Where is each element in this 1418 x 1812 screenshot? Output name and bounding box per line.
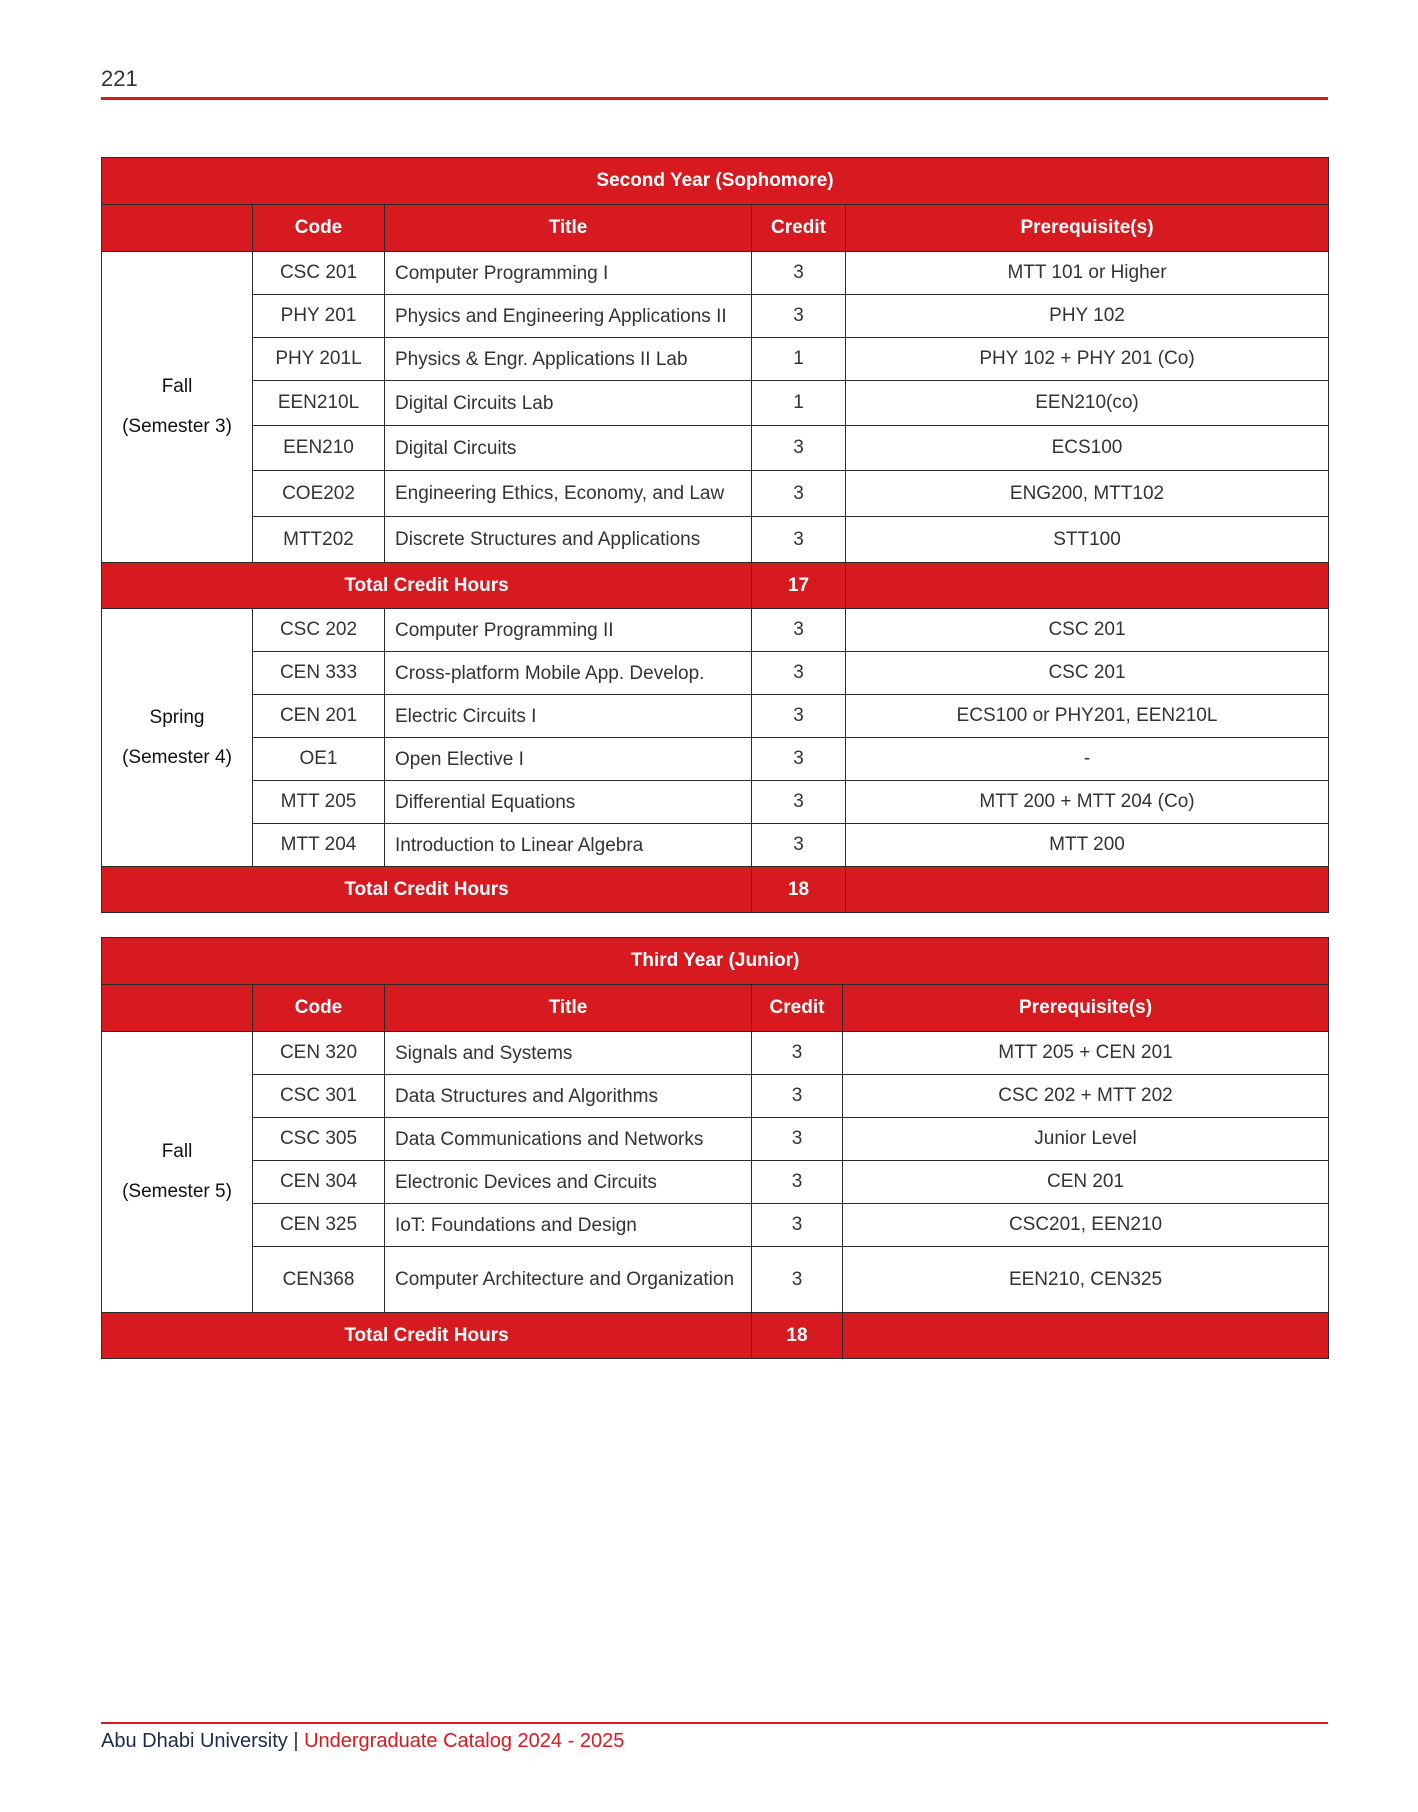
total-blank	[843, 1313, 1329, 1359]
course-prereq: CSC 201	[846, 609, 1329, 652]
course-row	[102, 517, 1329, 563]
course-credit: 3	[752, 738, 846, 781]
course-row	[102, 338, 1329, 381]
semester-number: (Semester 5)	[122, 1181, 232, 1202]
footer-separator: |	[293, 1730, 299, 1752]
course-code: PHY 201L	[253, 338, 385, 381]
course-title: Engineering Ethics, Economy, and Law	[385, 471, 752, 517]
course-credit: 3	[752, 252, 846, 295]
course-prereq: MTT 200 + MTT 204 (Co)	[846, 781, 1329, 824]
total-value: 18	[752, 1313, 843, 1359]
course-prereq: MTT 205 + CEN 201	[843, 1032, 1329, 1075]
semester-label	[102, 1032, 253, 1313]
course-title: Physics and Engineering Applications II	[385, 295, 752, 338]
header-code: Code	[253, 985, 385, 1032]
course-row	[102, 1075, 1329, 1118]
course-credit: 1	[752, 381, 846, 426]
total-value: 18	[752, 867, 846, 913]
course-title: Signals and Systems	[385, 1032, 752, 1075]
course-prereq: PHY 102 + PHY 201 (Co)	[846, 338, 1329, 381]
course-title: Introduction to Linear Algebra	[385, 824, 752, 867]
course-prereq: Junior Level	[843, 1118, 1329, 1161]
header-term-cell	[102, 985, 253, 1032]
column-header-row	[102, 205, 1329, 252]
course-prereq: EEN210, CEN325	[843, 1247, 1329, 1313]
course-prereq: CSC 202 + MTT 202	[843, 1075, 1329, 1118]
total-row-semester-3	[102, 563, 1329, 609]
total-label: Total Credit Hours	[102, 1313, 752, 1359]
course-title: Computer Programming I	[385, 252, 752, 295]
course-credit: 3	[752, 1032, 843, 1075]
course-row	[102, 652, 1329, 695]
course-row	[102, 252, 1329, 295]
course-row	[102, 381, 1329, 426]
course-credit: 3	[752, 1204, 843, 1247]
course-title: IoT: Foundations and Design	[385, 1204, 752, 1247]
course-prereq: ENG200, MTT102	[846, 471, 1329, 517]
course-row	[102, 1204, 1329, 1247]
course-prereq: PHY 102	[846, 295, 1329, 338]
header-term-cell	[102, 205, 253, 252]
course-code: CEN368	[253, 1247, 385, 1313]
course-credit: 3	[752, 1161, 843, 1204]
term-name: Spring	[149, 706, 205, 728]
course-code: CSC 301	[253, 1075, 385, 1118]
footer-divider	[101, 1722, 1328, 1724]
course-prereq: MTT 101 or Higher	[846, 252, 1329, 295]
course-row	[102, 781, 1329, 824]
course-credit: 3	[752, 652, 846, 695]
footer-catalog: Undergraduate Catalog 2024 - 2025	[304, 1730, 625, 1752]
total-label: Total Credit Hours	[102, 867, 752, 913]
course-credit: 3	[752, 471, 846, 517]
course-title: Electronic Devices and Circuits	[385, 1161, 752, 1204]
course-prereq: CSC201, EEN210	[843, 1204, 1329, 1247]
course-title: Cross-platform Mobile App. Develop.	[385, 652, 752, 695]
course-row	[102, 695, 1329, 738]
course-title: Computer Architecture and Organization	[385, 1247, 752, 1313]
header-credit: Credit	[752, 205, 846, 252]
course-prereq: CEN 201	[843, 1161, 1329, 1204]
course-code: CSC 201	[253, 252, 385, 295]
course-code: MTT202	[253, 517, 385, 563]
course-code: CEN 201	[253, 695, 385, 738]
course-code: EEN210	[253, 426, 385, 471]
course-credit: 3	[752, 517, 846, 563]
course-prereq: ECS100	[846, 426, 1329, 471]
course-credit: 3	[752, 781, 846, 824]
footer	[101, 1730, 624, 1753]
course-prereq: CSC 201	[846, 652, 1329, 695]
course-prereq: STT100	[846, 517, 1329, 563]
course-code: MTT 205	[253, 781, 385, 824]
course-row	[102, 738, 1329, 781]
course-code: EEN210L	[253, 381, 385, 426]
second-year-heading: Second Year (Sophomore)	[102, 158, 1329, 205]
course-credit: 3	[752, 695, 846, 738]
total-label: Total Credit Hours	[102, 563, 752, 609]
course-credit: 3	[752, 295, 846, 338]
course-title: Discrete Structures and Applications	[385, 517, 752, 563]
course-title: Data Structures and Algorithms	[385, 1075, 752, 1118]
course-row	[102, 824, 1329, 867]
third-year-heading: Third Year (Junior)	[102, 938, 1329, 985]
course-row	[102, 471, 1329, 517]
semester-number: (Semester 3)	[122, 416, 232, 437]
column-header-row	[102, 985, 1329, 1032]
course-title: Computer Programming II	[385, 609, 752, 652]
header-prereq: Prerequisite(s)	[843, 985, 1329, 1032]
total-blank	[846, 867, 1329, 913]
course-code: COE202	[253, 471, 385, 517]
semester-label	[102, 609, 253, 867]
second-year-table	[101, 157, 1329, 913]
course-code: OE1	[253, 738, 385, 781]
course-credit: 3	[752, 1075, 843, 1118]
semester-label	[102, 252, 253, 563]
course-prereq: MTT 200	[846, 824, 1329, 867]
course-code: CEN 304	[253, 1161, 385, 1204]
course-row	[102, 1032, 1329, 1075]
course-title: Electric Circuits I	[385, 695, 752, 738]
course-credit: 3	[752, 824, 846, 867]
page-number: 221	[101, 66, 138, 91]
course-row	[102, 609, 1329, 652]
header-title: Title	[385, 985, 752, 1032]
course-row	[102, 1247, 1329, 1313]
course-code: CEN 320	[253, 1032, 385, 1075]
total-row-semester-5	[102, 1313, 1329, 1359]
course-title: Digital Circuits Lab	[385, 381, 752, 426]
header-title: Title	[385, 205, 752, 252]
semester-number: (Semester 4)	[122, 746, 232, 768]
course-code: CSC 305	[253, 1118, 385, 1161]
course-credit: 1	[752, 338, 846, 381]
course-row	[102, 1161, 1329, 1204]
course-title: Open Elective I	[385, 738, 752, 781]
header-credit: Credit	[752, 985, 843, 1032]
term-name: Fall	[161, 1141, 193, 1162]
course-code: CEN 333	[253, 652, 385, 695]
course-row	[102, 426, 1329, 471]
course-prereq: ECS100 or PHY201, EEN210L	[846, 695, 1329, 738]
course-credit: 3	[752, 1118, 843, 1161]
course-code: MTT 204	[253, 824, 385, 867]
course-code: CSC 202	[253, 609, 385, 652]
total-value: 17	[752, 563, 846, 609]
third-year-table	[101, 937, 1329, 1359]
course-title: Physics & Engr. Applications II Lab	[385, 338, 752, 381]
course-code: PHY 201	[253, 295, 385, 338]
course-title: Data Communications and Networks	[385, 1118, 752, 1161]
header-divider	[101, 97, 1328, 100]
header-code: Code	[253, 205, 385, 252]
footer-university: Abu Dhabi University	[101, 1730, 288, 1752]
course-credit: 3	[752, 426, 846, 471]
course-row	[102, 295, 1329, 338]
course-prereq: EEN210(co)	[846, 381, 1329, 426]
term-name: Fall	[161, 376, 193, 397]
course-row	[102, 1118, 1329, 1161]
total-row-semester-4	[102, 867, 1329, 913]
course-credit: 3	[752, 609, 846, 652]
course-title: Differential Equations	[385, 781, 752, 824]
course-code: CEN 325	[253, 1204, 385, 1247]
course-title: Digital Circuits	[385, 426, 752, 471]
header-prereq: Prerequisite(s)	[846, 205, 1329, 252]
total-blank	[846, 563, 1329, 609]
course-credit: 3	[752, 1247, 843, 1313]
course-prereq: -	[846, 738, 1329, 781]
